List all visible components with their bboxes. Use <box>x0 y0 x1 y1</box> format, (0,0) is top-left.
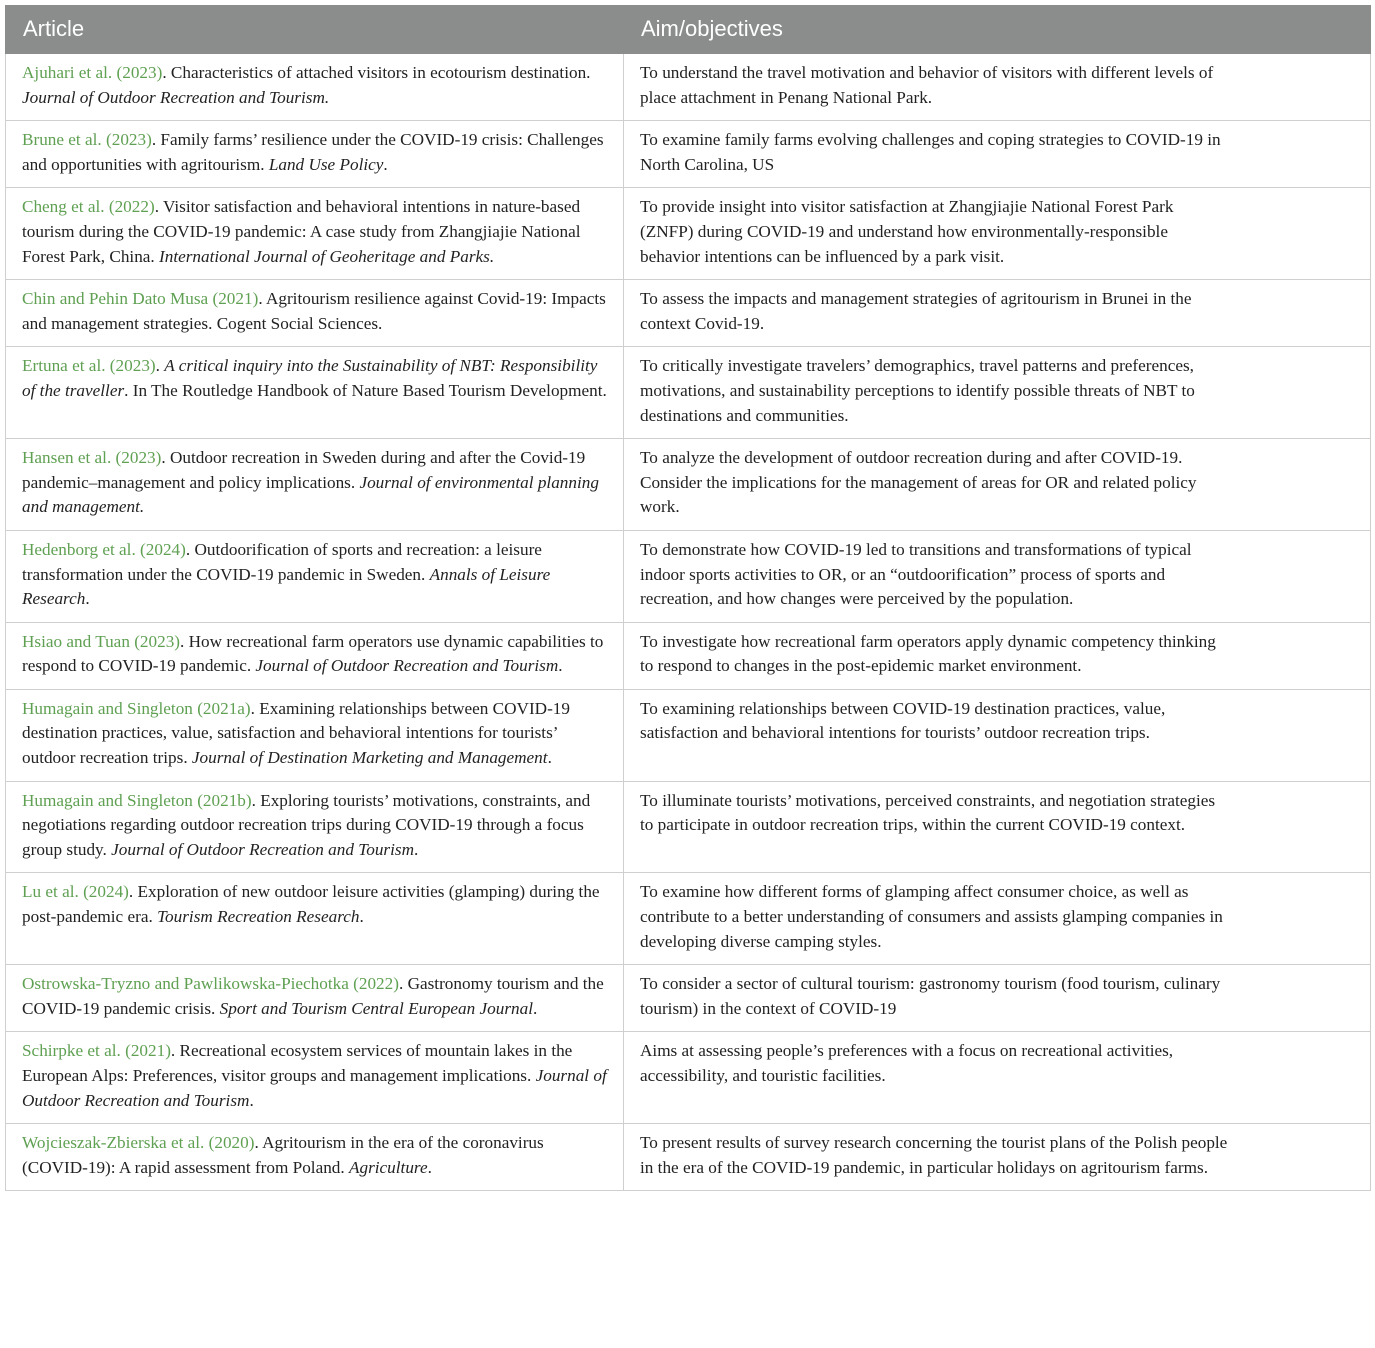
article-trailing-text: . <box>413 839 419 859</box>
article-cell <box>6 439 624 531</box>
aim-cell: To critically investigate travelers’ demographics, travel patterns and preferences, motivations, and sustainability perceptions to identify possible threats of NBT to destinations and communities. <box>624 347 1371 439</box>
article-title-text: . Family farms’ resilience under the COVID-19 crisis: Challenges and opportunities with agritourism. <box>22 130 604 174</box>
article-title-text: . Agritourism in the era of the coronavirus (COVID-19): A rapid assessment from Poland. <box>22 1133 544 1177</box>
citation-link[interactable]: Hsiao and Tuan (2023) <box>22 631 181 651</box>
table-row <box>6 54 1371 121</box>
citation-link[interactable]: Humagain and Singleton (2021a) <box>22 698 251 718</box>
article-title-text: . How recreational farm operators use dynamic capabilities to respond to COVID-19 pandemic. <box>22 631 604 676</box>
italic-source-text: Journal of environmental planning and management. <box>22 472 599 517</box>
article-cell <box>6 689 624 781</box>
article-cell <box>6 873 624 965</box>
article-title-text: . <box>155 356 165 376</box>
italic-source-text: Journal of Destination Marketing and Management <box>191 748 548 768</box>
table-header <box>6 6 1371 54</box>
citation-link[interactable]: Humagain and Singleton (2021b) <box>22 790 252 810</box>
table-row <box>6 188 1371 280</box>
table-row <box>6 873 1371 965</box>
aim-cell: To examine how different forms of glamping affect consumer choice, as well as contribute to a better understanding of consumers and assists glamping companies in developing diverse camping styles. <box>624 873 1371 965</box>
article-trailing-text: . In The Routledge Handbook of Nature Based Tourism Development. <box>124 380 607 400</box>
citation-link[interactable]: Ostrowska-Tryzno and Pawlikowska-Piechotka (2022) <box>22 974 399 994</box>
article-cell <box>6 280 624 347</box>
aim-cell: To examining relationships between COVID-19 destination practices, value, satisfaction and behavioral intentions for tourists’ outdoor recreation trips. <box>624 689 1371 781</box>
aim-cell: To investigate how recreational farm operators apply dynamic competency thinking to respond to changes in the post-epidemic market environment. <box>624 622 1371 689</box>
table-row <box>6 121 1371 188</box>
article-title-text: . Examining relationships between COVID-19 destination practices, value, satisfaction and behavioral intentions for tourists’ outdoor recreation trips. <box>22 698 570 768</box>
citation-link[interactable]: Hansen et al. (2023) <box>22 448 162 468</box>
article-title-text: . Outdoor recreation in Sweden during and after the Covid-19 pandemic–management and policy implications. <box>22 448 586 492</box>
article-cell <box>6 347 624 439</box>
article-cell <box>6 121 624 188</box>
aim-cell: To analyze the development of outdoor recreation during and after COVID-19. Consider the implications for the management of areas for OR and related policy work. <box>624 439 1371 531</box>
aim-cell: To demonstrate how COVID-19 led to transitions and transformations of typical indoor sports activities to OR, or an “outdoorification” process of sports and recreation, and how changes were perceived by the population. <box>624 530 1371 622</box>
article-cell <box>6 965 624 1032</box>
table-row <box>6 965 1371 1032</box>
table-row <box>6 280 1371 347</box>
header-row <box>6 6 1371 54</box>
aim-cell: To illuminate tourists’ motivations, perceived constraints, and negotiation strategies to participate in outdoor recreation trips, within the current COVID-19 context. <box>624 781 1371 873</box>
articles-table <box>5 5 1371 1191</box>
article-trailing-text: . <box>547 748 552 768</box>
citation-link[interactable]: Ajuhari et al. (2023) <box>22 63 163 82</box>
article-cell <box>6 188 624 280</box>
table-row <box>6 347 1371 439</box>
citation-link[interactable]: Hedenborg et al. (2024) <box>22 539 186 559</box>
italic-source-text: Journal of Outdoor Recreation and Tourism. <box>22 87 330 107</box>
article-cell <box>6 1032 624 1124</box>
article-trailing-text: . <box>383 154 388 174</box>
aim-cell: Aims at assessing people’s preferences with a focus on recreational activities, accessibility, and touristic facilities. <box>624 1032 1371 1124</box>
aim-cell: To present results of survey research concerning the tourist plans of the Polish people in the era of the COVID-19 pandemic, in particular holidays on agritourism farms. <box>624 1124 1371 1191</box>
italic-source-text: Sport and Tourism Central European Journal <box>219 998 534 1018</box>
article-cell <box>6 530 624 622</box>
article-trailing-text: . <box>359 907 364 927</box>
table-row <box>6 689 1371 781</box>
citation-link[interactable]: Chin and Pehin Dato Musa (2021) <box>22 289 259 309</box>
article-title-text: . Visitor satisfaction and behavioral intentions in nature-based tourism during the COVID-19 pandemic: A case study from Zhangjiajie National Forest Park, China. <box>22 197 581 266</box>
article-trailing-text: . <box>558 656 563 676</box>
article-title-text: . Agritourism resilience against Covid-19: Impacts and management strategies. Cogent Social Sciences. <box>22 289 606 333</box>
table-row <box>6 1032 1371 1124</box>
table-row <box>6 781 1371 873</box>
article-title-text: . Exploration of new outdoor leisure activities (glamping) during the post-pandemic era. <box>22 882 600 927</box>
table-row <box>6 439 1371 531</box>
article-title-text: . Characteristics of attached visitors in ecotourism destination. <box>162 63 591 82</box>
aim-cell: To provide insight into visitor satisfaction at Zhangjiajie National Forest Park (ZNFP) during COVID-19 and understand how environmentally-responsible behavior intentions can be influenced by a park visit. <box>624 188 1371 280</box>
table-row <box>6 1124 1371 1191</box>
italic-source-text: Agriculture <box>349 1157 428 1177</box>
article-title-text: . Recreational ecosystem services of mountain lakes in the European Alps: Preferences, visitor groups and management implications. <box>22 1041 573 1085</box>
article-column-header: Article <box>6 6 624 54</box>
aim-cell: To assess the impacts and management strategies of agritourism in Brunei in the context Covid-19. <box>624 280 1371 347</box>
article-title-text: . Exploring tourists’ motivations, constraints, and negotiations regarding outdoor recreation trips during COVID-19 through a focus group study. <box>22 790 591 859</box>
italic-source-text: Journal of Outdoor Recreation and Tourism <box>111 839 414 859</box>
italic-source-text: International Journal of Geoheritage and Parks. <box>159 246 495 266</box>
italic-source-text: Journal of Outdoor Recreation and Tourism <box>255 656 559 676</box>
italic-source-text: Land Use Policy <box>268 154 384 174</box>
citation-link[interactable]: Schirpke et al. (2021) <box>22 1041 171 1061</box>
table-row <box>6 622 1371 689</box>
citation-link[interactable]: Lu et al. (2024) <box>22 882 129 902</box>
article-trailing-text: . <box>533 998 538 1018</box>
article-title-text: . Gastronomy tourism and the COVID-19 pandemic crisis. <box>22 974 604 1018</box>
italic-source-text: Annals of Leisure Research <box>22 564 551 609</box>
table-row <box>6 530 1371 622</box>
article-title-text: . Outdoorification of sports and recreation: a leisure transformation under the COVID-19 pandemic in Sweden. <box>22 539 542 584</box>
italic-source-text: Journal of Outdoor Recreation and Tourism <box>22 1066 607 1110</box>
article-trailing-text: . <box>85 589 90 609</box>
citation-link[interactable]: Cheng et al. (2022) <box>22 197 155 217</box>
article-cell <box>6 54 624 121</box>
italic-source-text: Tourism Recreation Research <box>157 907 360 927</box>
aim-column-header: Aim/objectives <box>624 6 1371 54</box>
article-cell <box>6 1124 624 1191</box>
aim-cell: To consider a sector of cultural tourism: gastronomy tourism (food tourism, culinary tourism) in the context of COVID-19 <box>624 965 1371 1032</box>
citation-link[interactable]: Brune et al. (2023) <box>22 130 152 150</box>
aim-cell: To understand the travel motivation and behavior of visitors with different levels of place attachment in Penang National Park. <box>624 54 1371 121</box>
citation-link[interactable]: Ertuna et al. (2023) <box>22 356 156 376</box>
aim-cell: To examine family farms evolving challenges and coping strategies to COVID-19 in North Carolina, US <box>624 121 1371 188</box>
article-trailing-text: . <box>427 1157 432 1177</box>
article-trailing-text: . <box>249 1090 254 1110</box>
article-cell <box>6 622 624 689</box>
citation-link[interactable]: Wojcieszak-Zbierska et al. (2020) <box>22 1133 255 1153</box>
article-cell <box>6 781 624 873</box>
table-body <box>6 54 1371 1191</box>
italic-source-text: A critical inquiry into the Sustainability of NBT: Responsibility of the traveller <box>22 356 598 400</box>
